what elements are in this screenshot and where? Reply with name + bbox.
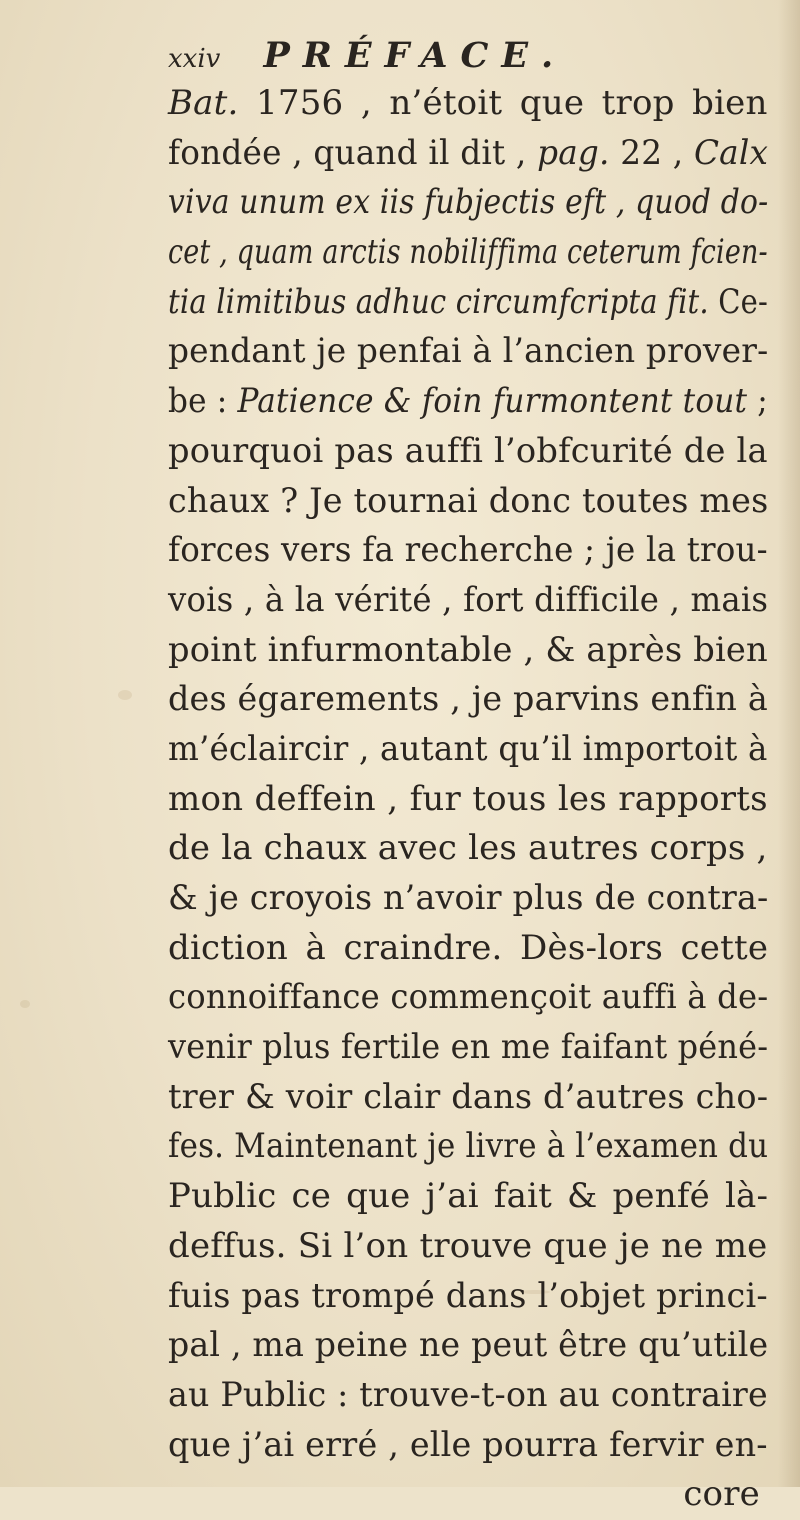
text-segment: fes. Maintenant je livre à l’examen du [168,1126,769,1167]
text-line [168,576,769,626]
text-line [168,1421,768,1471]
catchword: core [683,1474,760,1515]
text-line [168,1172,768,1222]
text-line [168,1073,769,1123]
text-line [168,129,769,179]
text-line [168,725,768,775]
text-segment: 22 , [609,132,694,173]
text-segment: point infurmontable , & après bien [168,629,768,670]
text-segment: pal , ma peine ne peut être qu’utile [168,1325,769,1366]
text-line [168,1222,768,1272]
text-segment: que j’ai erré , elle pourra fervir en- [168,1424,768,1465]
text-line [168,775,768,825]
text-line [168,427,768,477]
text-line [168,79,768,129]
text-line [168,1023,769,1073]
text-segment: Public ce que j’ai fait & penfé là- [168,1176,769,1217]
text-segment: m’éclaircir , autant qu’il importoit à [168,728,768,769]
text-line [168,327,769,377]
text-segment: forces vers fa recherche ; je la trou- [168,530,768,571]
italic-text: tia limitibus adhuc circumfcripta fit. [168,281,709,322]
text-line [168,278,768,328]
italic-text: viva unum ex iis fubjectis eft , quod do- [168,182,769,223]
text-segment: be : [168,381,238,422]
italic-text: Calx [693,132,769,173]
italic-text: pag. [537,132,610,173]
text-line [168,526,768,576]
text-segment: de la chaux avec les autres corps , [168,828,768,869]
page-header [168,32,768,80]
text-segment: vois , à la vérité , fort difficile , mais [168,579,769,620]
text-segment: fuis pas trompé dans l’objet princi- [168,1275,768,1316]
page-number: xxiv [168,44,221,74]
text-line [168,228,768,278]
text-line [168,626,768,676]
text-segment: pourquoi pas auffi l’obfcurité de la [168,430,768,471]
text-segment: des égarements , je parvins enfin à [168,679,768,720]
text-segment: pendant je penfai à l’ancien prover- [168,331,769,372]
body-text [168,79,768,1520]
text-line [168,477,769,527]
text-line [168,1371,768,1421]
text-segment: chaux ? Je tournai donc toutes mes [168,480,769,521]
text-segment: 1756 , n’étoit que trop bien [238,83,768,123]
text-segment: mon deffein , fur tous les rapports [168,778,768,819]
text-line [168,973,769,1023]
text-line [168,874,769,924]
text-segment: Ce- [708,281,768,322]
text-segment: trer & voir clair dans d’autres cho- [168,1076,769,1117]
text-segment: connoiffance commençoit auffi à de- [168,977,769,1018]
text-line [168,377,768,427]
italic-text: cet , quam arctis nobiliffima ceterum fcien- [168,232,768,273]
text-line [168,675,768,725]
text-segment: & je croyois n’avoir plus de contra- [168,878,769,918]
text-line [168,924,768,974]
text-segment: diction à craindre. Dès-lors cette [168,927,769,968]
text-segment: ; [747,381,768,422]
italic-text: Bat. [168,83,239,123]
italic-text: Patience & foin furmontent tout [237,381,748,422]
text-line [168,1321,769,1371]
text-segment: venir plus fertile en me faifant péné- [168,1027,769,1068]
text-segment: deffus. Si l’on trouve que je ne me [168,1225,768,1266]
running-title: PRÉFACE. [263,35,567,76]
text-segment: fondée , quand il dit , [168,132,538,173]
paper-stain [118,690,132,700]
text-line [168,1272,768,1322]
paper-stain [20,1000,30,1008]
text-line [168,178,769,228]
text-line [168,1122,769,1172]
text-segment: au Public : trouve-t-on au contraire [168,1374,768,1415]
text-line [168,824,767,874]
